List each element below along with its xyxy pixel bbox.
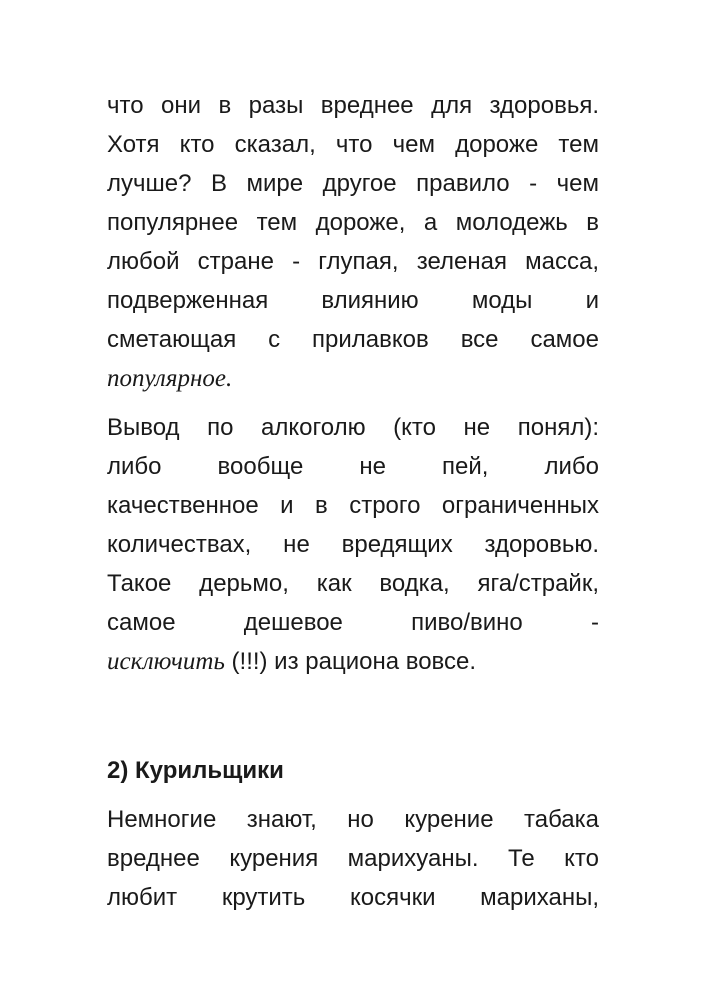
text-fragment: (!!!) из рациона вовсе. bbox=[224, 648, 477, 675]
text-line: либо вообще не пей, либо bbox=[107, 453, 599, 480]
text-line: лучше? В мире другое правило - чем bbox=[107, 170, 599, 197]
text-line: любой стране - глупая, зеленая масса, bbox=[107, 248, 599, 275]
text-line: качественное и в строго ограниченных bbox=[107, 492, 599, 519]
text-line: количествах, не вредящих здоровью. bbox=[107, 531, 599, 558]
document-page bbox=[107, 86, 599, 917]
text-line bbox=[107, 359, 599, 398]
text-line: вреднее курения марихуаны. Те кто bbox=[107, 845, 599, 872]
text-line: Такое дерьмо, как водка, яга/страйк, bbox=[107, 570, 599, 597]
text-line: самое дешевое пиво/вино - bbox=[107, 609, 599, 636]
paragraph-smokers bbox=[107, 800, 599, 917]
italic-word: популярное. bbox=[107, 365, 233, 392]
paragraph-alcohol-conclusion bbox=[107, 408, 599, 681]
italic-word: исключить bbox=[107, 648, 225, 675]
text-line: Вывод по алкоголю (кто не понял): bbox=[107, 414, 599, 441]
section-heading: 2) Курильщики bbox=[107, 757, 284, 784]
text-line: любит крутить косячки мариханы, bbox=[107, 884, 599, 911]
text-line: популярнее тем дороже, а молодежь в bbox=[107, 209, 599, 236]
text-line: подверженная влиянию моды и bbox=[107, 287, 599, 314]
text-line: что они в разы вреднее для здоровья. bbox=[107, 92, 599, 119]
text-line bbox=[107, 642, 599, 681]
text-line: Хотя кто сказал, что чем дороже тем bbox=[107, 131, 599, 158]
paragraph-prices bbox=[107, 86, 599, 398]
text-line: Немногие знают, но курение табака bbox=[107, 806, 599, 833]
text-line: сметающая с прилавков все самое bbox=[107, 326, 599, 353]
